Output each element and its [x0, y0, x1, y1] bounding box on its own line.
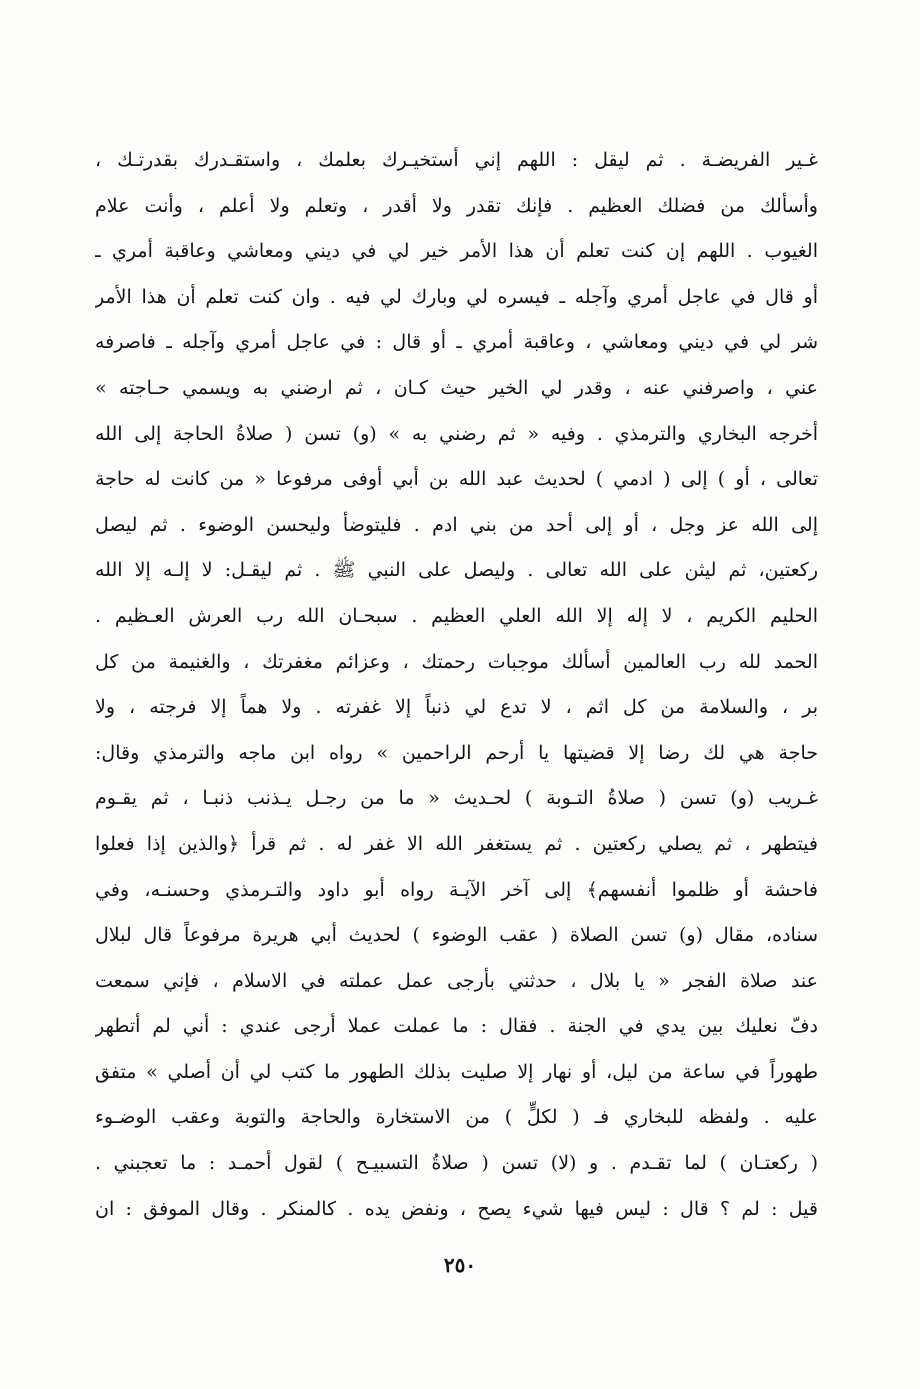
text-line: حاجة هي لك رضا إلا قضيتها يا أرحم الراحمين » رواه ابن ماجه والترمذي وقال:	[95, 741, 818, 764]
text-line: بر ، والسلامة من كل اثم ، لا تدع لي ذنباً إلا غفرته . ولا هماً إلا فرجته ، ولا	[95, 696, 818, 719]
text-line: ركعتين، ثم ليثن على الله تعالى . وليصل على النبي ﷺ . ثم ليقـل: لا إلـه إلا الله	[95, 559, 818, 582]
text-line: أخرجه البخاري والترمذي . وفيه « ثم رضني به » (و) تسن ( صلاةُ الحاجة إلى الله	[95, 422, 818, 445]
text-line: وأسألك من فضلك العظيم . فإنك تقدر ولا أقدر ، وتعلم ولا أعلم ، وأنت علام	[95, 194, 818, 217]
page-number: ٢٥٠	[443, 1253, 477, 1277]
text-line: شر لي في ديني ومعاشي ، وعاقبة أمري ـ أو قال : في عاجل أمري وآجله ـ فاصرفه	[95, 331, 818, 354]
text-line: الحمد لله رب العالمين أسألك موجبات رحمتك ، وعزائم مغفرتك ، والغنيمة من كل	[95, 650, 818, 673]
text-line: الحليم الكريم ، لا إله إلا الله العلي العظيم . سبحـان الله رب العرش العـظيم .	[95, 604, 818, 627]
text-line: قيل : لم ؟ قال : ليس فيها شيء يصح ، ونفض يده . كالمنكر . وقال الموفق : ان	[95, 1197, 818, 1220]
body-text	[95, 138, 818, 1232]
text-line: أو قال في عاجل أمري وآجله ـ فيسره لي وبارك لي فيه . وان كنت تعلم أن هذا الأمر	[95, 285, 818, 308]
text-line: غـير الفريضـة . ثم ليقل : اللهم إني أستخيـرك بعلمك ، واستقـدرك بقدرتـك ،	[95, 149, 818, 171]
text-line: فيتطهر ، ثم يصلي ركعتين . ثم يستغفر الله الا غفر له . ثم قرأ ﴿والذين إذا فعلوا	[95, 832, 818, 855]
text-line: عند صلاة الفجر « يا بلال ، حدثني بأرجى عمل عملته في الاسلام ، فإني سمعت	[95, 969, 818, 992]
text-line: إلى الله عز وجل ، أو إلى أحد من بني ادم . فليتوضأ وليحسن الوضوء . ثم ليصل	[95, 513, 818, 536]
text-line: غـريب (و) تسن ( صلاةُ التـوبة ) لحـديث « ما من رجـل يـذنب ذنبـا ، ثم يقـوم	[95, 787, 818, 810]
text-line: دفّ نعليك بين يدي في الجنة . فقال : ما عملت عملا أرجى عندي : أني لم أتطهر	[95, 1015, 818, 1038]
text-line: طهوراً في ساعة من ليل، أو نهار إلا صليت بذلك الطهور ما كتب لي أن أصلي » متفق	[95, 1060, 818, 1083]
text-line: الغيوب . اللهم إن كنت تعلم أن هذا الأمر خير لي في ديني ومعاشي وعاقبة أمري ـ	[95, 240, 818, 263]
text-line: ( ركعتـان ) لما تقـدم . و (لا) تسن ( صلاةُ التسبيـح ) لقول أحمـد : ما تعجبني .	[95, 1152, 818, 1175]
text-line: فاحشة أو ظلموا أنفسهم﴾ إلى آخر الآيـة رواه أبو داود والتـرمذي وحسنـه، وفي	[95, 878, 818, 901]
text-line: عني ، واصرفني عنه ، وقدر لي الخير حيث كـان ، ثم ارضني به ويسمي حـاجته »	[95, 376, 818, 399]
text-line: عليه . ولفظه للبخاري فـ ( لكلٍّ ) من الاستخارة والحاجة والتوبة وعقب الوضـوء	[95, 1106, 818, 1129]
text-line: تعالى ، أو ) إلى ( ادمي ) لحديث عبد الله بن أبي أوفى مرفوعا « من كانت له حاجة	[95, 468, 818, 491]
text-line: سناده، مقال (و) تسن الصلاة ( عقب الوضوء ) لحديث أبي هريرة مرفوعاً قال لبلال	[95, 924, 818, 947]
